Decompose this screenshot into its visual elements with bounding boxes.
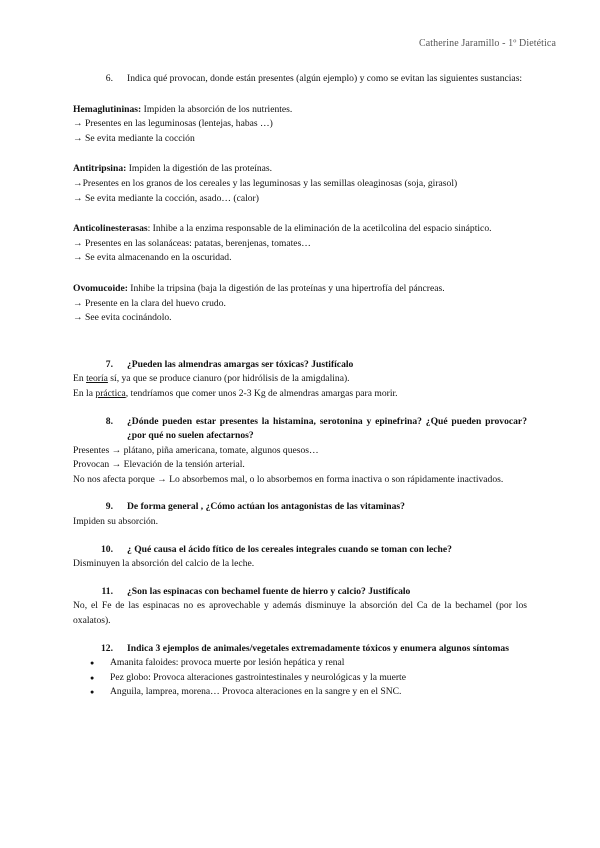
definition: Impiden la digestión de las proteínas.: [126, 163, 273, 175]
bullet-list: [73, 656, 527, 700]
answer-text: , tendríamos que comer unos 2-3 Kg de almendras amargas para morir.: [125, 387, 398, 399]
bullet-icon: ●: [90, 688, 95, 697]
question-10: [73, 543, 527, 558]
avoid-line: → Se evita almacenando en la oscuridad.: [73, 252, 232, 264]
answer-text: En la: [73, 387, 96, 399]
answer-line: No nos afecta porque → Lo absorbemos mal, o lo absorbemos en forma inactiva o son rápidamente inactivados.: [73, 473, 504, 485]
question-number: 6.: [105, 73, 113, 84]
answer-line: No, el Fe de las espinacas no es aprovechable y además disminuye la absorción del Ca de la bechamel (por los oxalatos).: [73, 600, 527, 627]
bullet-icon: ●: [90, 659, 95, 668]
presence-line: → Presente en la clara del huevo crudo.: [73, 297, 226, 309]
list-item: [73, 671, 527, 686]
avoid-line: → Se evita mediante la cocción, asado… (calor): [73, 192, 259, 204]
list-item-text: Anguila, lamprea, morena… Provoca alteraciones en la sangre y en el SNC.: [110, 686, 402, 698]
question-text: ¿Dónde pueden estar presentes la histamina, serotonina y epinefrina? ¿Qué pueden provocar? ¿por qué no suelen afectarnos?: [127, 415, 527, 442]
avoid-line: → See evita cocinándolo.: [73, 312, 172, 324]
document-body: [73, 72, 527, 700]
section-anticolinesterasas: [73, 222, 527, 266]
question-text: Indica 3 ejemplos de animales/vegetales extremadamente tóxicos y enumera algunos síntomas: [127, 642, 509, 654]
presence-line: → Presentes en las leguminosas (lentejas, habas …): [73, 118, 273, 130]
presence-line: →Presentes en los granos de los cereales y las leguminosas y las semillas oleaginosas (soja, girasol): [73, 177, 458, 189]
answer-line: [73, 372, 527, 387]
answer-text: En: [73, 373, 87, 385]
question-12: [73, 642, 527, 657]
term: Antitripsina:: [73, 163, 127, 175]
section-ovomucoide: [73, 282, 527, 326]
term: Anticolinesterasas: [73, 223, 148, 235]
question-text: ¿Son las espinacas con bechamel fuente de hierro y calcio? Justifícalo: [127, 585, 411, 597]
question-number: 10.: [101, 543, 113, 555]
answer-line: Impiden su absorción.: [73, 516, 158, 528]
answer-line: [73, 387, 527, 402]
presence-line: → Presentes en las solanáceas: patatas, berenjenas, tomates…: [73, 237, 311, 249]
question-number: 9.: [105, 501, 113, 513]
definition: Impiden la absorción de los nutrientes.: [141, 103, 293, 115]
definition: Inhibe la tripsina (baja la digestión de las proteínas y una hipertrofía del páncreas.: [127, 282, 445, 294]
question-number: 12.: [101, 642, 113, 654]
term: Hemaglutininas:: [73, 103, 142, 115]
underlined-word: teoría: [86, 373, 108, 385]
question-text: ¿ Qué causa el ácido fítico de los cereales integrales cuando se toman con leche?: [127, 543, 452, 555]
question-number: 8.: [105, 415, 113, 427]
question-9: [73, 500, 527, 515]
avoid-line: → Se evita mediante la cocción: [73, 132, 195, 144]
question-6: [73, 72, 527, 87]
answer-text: sí, ya que se produce cianuro (por hidrólisis de la amigdalina).: [107, 373, 350, 385]
list-item: [73, 685, 527, 700]
question-text: De forma general , ¿Cómo actúan los antagonistas de las vitaminas?: [127, 501, 405, 513]
question-text: ¿Pueden las almendras amargas ser tóxicas? Justifícalo: [127, 358, 354, 370]
question-8: [73, 415, 527, 444]
list-item-text: Pez globo: Provoca alteraciones gastrointestinales y neurológicas y la muerte: [110, 671, 406, 683]
list-item: [73, 656, 527, 671]
term: Ovomucoide:: [73, 282, 128, 294]
answer-line: Disminuyen la absorción del calcio de la leche.: [73, 558, 255, 570]
question-number: 7.: [105, 358, 113, 370]
section-antitripsina: [73, 162, 527, 206]
section-hemaglutininas: [73, 103, 527, 147]
list-item-text: Amanita faloides: provoca muerte por lesión hepática y renal: [110, 657, 345, 669]
bullet-icon: ●: [90, 673, 95, 682]
question-text: Indica qué provocan, donde están presentes (algún ejemplo) y como se evitan las siguientes sustancias:: [127, 73, 523, 84]
question-7: [73, 358, 527, 373]
question-11: [73, 585, 527, 600]
answer-line: Presentes → plátano, piña americana, tomate, algunos quesos…: [73, 444, 319, 456]
underlined-word: práctica: [95, 387, 126, 399]
definition: : Inhibe a la enzima responsable de la eliminación de la acetilcolina del espacio sináptico.: [147, 223, 492, 235]
answer-line: Provocan → Elevación de la tensión arterial.: [73, 459, 245, 471]
page-header: Catherine Jaramillo - 1º Dietética: [418, 38, 556, 49]
question-number: 11.: [101, 585, 113, 597]
